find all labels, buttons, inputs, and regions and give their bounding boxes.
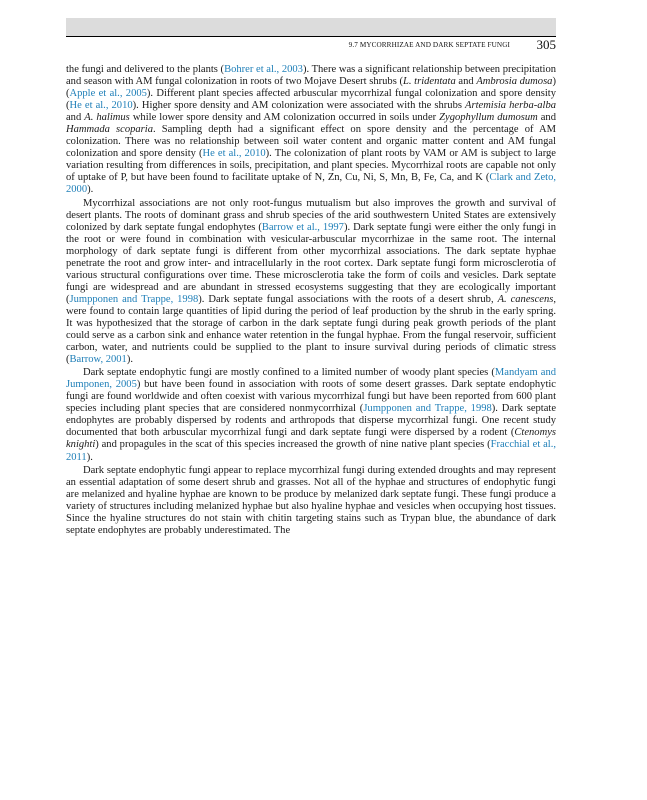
text-span: ). There was a significant relationship between precipitation and season with AM fungal colonization in roots of two Mojave Desert shrubs ( [66,64,556,88]
citation-link[interactable]: Fracchial et al., 2011 [66,439,556,463]
text-span: the fungi and delivered to the plants ( [66,64,225,75]
citation-link[interactable]: He et al., 2010 [202,148,266,160]
species-name: A. halimus [84,112,130,124]
paragraph-3 [66,367,556,463]
citation-link[interactable]: Apple et al., 2005 [69,88,147,100]
paragraph-4 [66,465,556,537]
text-span: , were found to contain large quantities of lipid during the period of leaf production by the shrub in the early spring. It was hypothesized that the storage of carbon in the dark septate fungi during peak growth periods of the plant could serve as a carbon sink and enhance water retention in the fungal hyphae. From the fungal reservoir, sufficient carbon, water, and nutrients could be supplied to the plant to insure survival during periods of climatic stress ( [66,293,556,366]
citation-link[interactable]: Barrow, 2001 [69,354,127,366]
header-rule [66,36,556,37]
citation-link[interactable]: Clark and Zeto, 2000 [66,172,556,196]
text-span: Dark septate endophytic fungi appear to replace mycorrhizal fungi during extended droughts and may represent an essential adaptation of some desert shrub and grasses. Not all of the hyphae and structures of endophytic fungi are melanized and hyaline hyphae are known to be produce by melanized dark septate fungi. These fungi produce a variety of structures including melanized hyphae but also hyaline hyphae and vesicles when occupying host tissues. Since the hyaline structures do not stain with chitin targeting stains such as Trypan blue, the abundance of dark septate endophytes are probably underestimated. The [66,464,556,536]
text-span: ). [126,354,133,366]
text-span: ). Higher spore density and AM colonization were associated with the shrubs [132,100,466,112]
species-name: A. canescens [497,293,554,305]
text-span: ). Dark septate endophytes are probably dispersed by rodents and arthropods that disperse mycorrhizal fungi. One recent study documented that both arbuscular mycorrhizal fungi and dark septate fungi were dispersed by a rodent ( [66,403,556,439]
running-head: 9.7 MYCORRHIZAE AND DARK SEPTATE FUNGI [348,41,510,49]
text-span: ). [86,451,93,463]
citation-link[interactable]: Mandyam and Jumponen, 2005 [66,367,556,391]
text-span: ). Dark septate fungal associations with the roots of a desert shrub, [198,293,498,305]
text-span: and [455,76,477,88]
species-name: Ctenomys knighti [66,427,556,451]
header-tab [66,18,556,36]
species-name: Artemisia herba-alba [465,100,556,112]
text-span: ). Different plant species affected arbuscular mycorrhizal fungal colonization and spore density ( [66,88,556,112]
paragraph-2 [66,198,556,367]
species-name: Zygophyllum dumosum [439,112,538,124]
citation-link[interactable]: He et al., 2010 [69,100,133,112]
species-name: Ambrosia dumosa [476,76,553,88]
citation-link[interactable]: Barrow et al., 1997 [261,221,344,233]
text-span: and [537,112,556,124]
text-span: ). The colonization of plant roots by VAM or AM is subject to large variation resulting from differences in soils, precipitation, and plant species. Mycorrhizal roots are capable not only of uptake of P, but have been found to facilitate uptake of N, Zn, Cu, Ni, S, Mn, B, Fe, Ca, and K ( [66,148,556,184]
paragraph-1 [66,64,556,197]
citation-link[interactable]: Jumpponen and Trappe, 1998 [69,293,199,305]
page-number: 305 [536,37,556,52]
citation-link[interactable]: Jumpponen and Trappe, 1998 [363,403,492,415]
text-span: Mycorrhizal associations are not only root-fungus mutualism but also improves the growth and survival of desert plants. The roots of dominant grass and shrub species of the arid southwestern United States are extensively colonized by dark septate fungal endophytes ( [66,197,556,233]
text-span: ) ( [66,76,556,100]
body-text [66,64,556,537]
text-span: Dark septate endophytic fungi are mostly confined to a limited number of woody plant species ( [83,367,495,379]
species-name: Hammada scoparia [66,124,153,136]
species-name: L. tridentata [402,76,456,88]
text-span: ) but have been found in association with roots of some desert grasses. Dark septate endophytic fungi are found worldwide and often coexist with various mycorrhizal fungi but have been reported from 600 plant species including plant species that are considered nonmycorrhizal ( [66,379,556,415]
text-span: ). [87,184,94,196]
text-span: ). Dark septate fungi were either the only fungi in the root or were found in combination with vesicular-arbuscular mycorrhizae in the same root. The internal morphology of dark septate fungi is different from other mycorrhizal associations. The dark septate hyphae penetrate the root and grow inter- and intracellularly in the root cortex. Dark septate fungi form microsclerotia of various structural configurations over time. These microsclerotia take the form of coils and vesicles. Dark septate fungi are widespread and are abundant in stressed ecosystems suggesting that they are ecologically important ( [66,221,556,305]
citation-link[interactable]: Bohrer et al., 2003 [224,64,303,75]
text-span: . Sampling depth had a significant effect on spore density and the percentage of AM colonization. There was no relationship between soil water content and organic matter content and AM fungal colonization and spore density ( [66,124,556,160]
text-span: and [66,112,85,124]
text-span: ) and propagules in the scat of this species increased the growth of nine native plant species ( [95,439,491,451]
text-span: while lower spore density and AM colonization occurred in soils under [129,112,440,124]
